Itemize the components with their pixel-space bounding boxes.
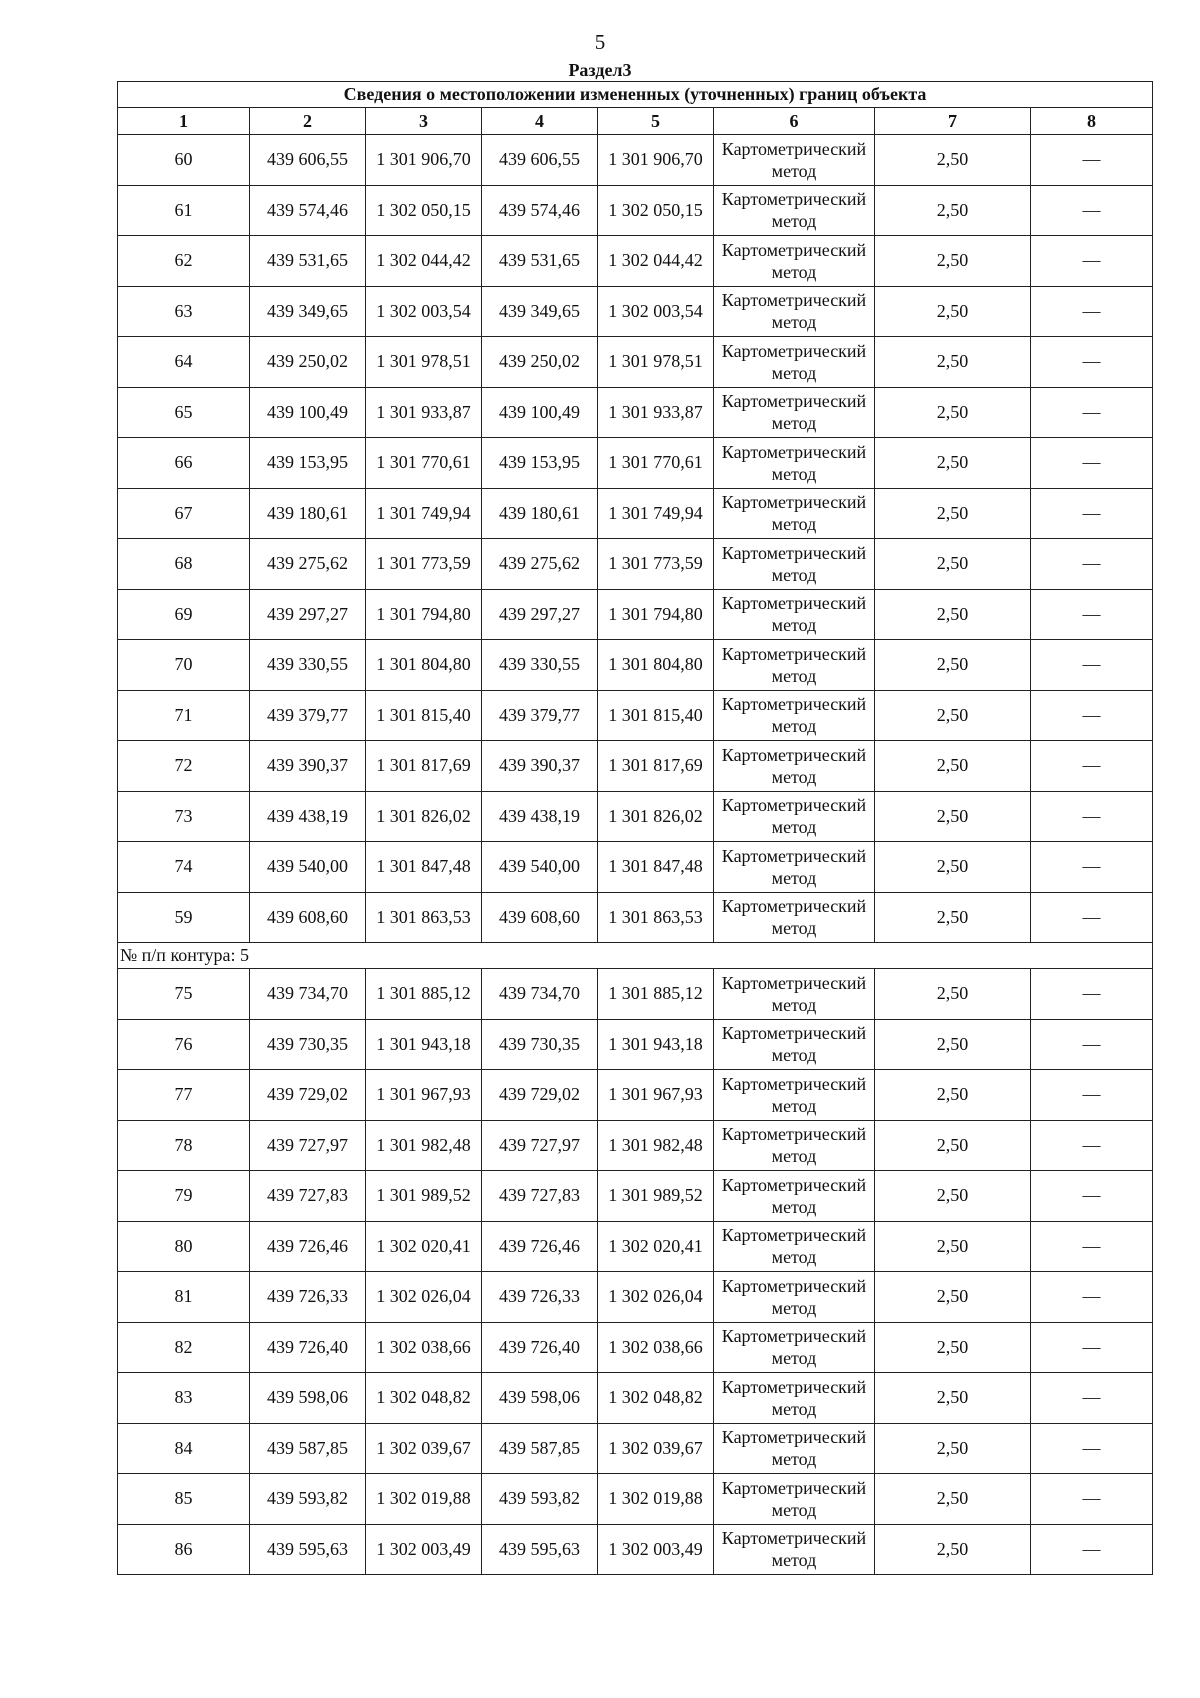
x-old-cell: 439 595,63	[250, 1524, 366, 1575]
contour-label: № п/п контура: 5	[118, 943, 1153, 969]
x-new-cell: 439 729,02	[482, 1070, 598, 1121]
x-old-cell: 439 606,55	[250, 135, 366, 186]
method-cell: Картометрический метод	[714, 1171, 875, 1222]
point-number-cell: 77	[118, 1070, 250, 1121]
method-cell: Картометрический метод	[714, 690, 875, 741]
x-new-cell: 439 438,19	[482, 791, 598, 842]
y-old-cell: 1 301 826,02	[366, 791, 482, 842]
description-cell: —	[1031, 640, 1153, 691]
accuracy-cell: 2,50	[875, 185, 1031, 236]
x-old-cell: 439 531,65	[250, 236, 366, 287]
point-number-cell: 76	[118, 1019, 250, 1070]
method-cell: Картометрический метод	[714, 640, 875, 691]
accuracy-cell: 2,50	[875, 135, 1031, 186]
table-row	[118, 185, 1153, 236]
table-row	[118, 1019, 1153, 1070]
accuracy-cell: 2,50	[875, 438, 1031, 489]
x-new-cell: 439 726,40	[482, 1322, 598, 1373]
method-cell: Картометрический метод	[714, 539, 875, 590]
y-new-cell: 1 301 847,48	[598, 842, 714, 893]
x-old-cell: 439 100,49	[250, 387, 366, 438]
y-new-cell: 1 301 967,93	[598, 1070, 714, 1121]
table-row	[118, 589, 1153, 640]
method-cell: Картометрический метод	[714, 387, 875, 438]
x-old-cell: 439 349,65	[250, 286, 366, 337]
x-new-cell: 439 180,61	[482, 488, 598, 539]
point-number-cell: 61	[118, 185, 250, 236]
y-new-cell: 1 301 770,61	[598, 438, 714, 489]
y-new-cell: 1 302 038,66	[598, 1322, 714, 1373]
point-number-cell: 69	[118, 589, 250, 640]
accuracy-cell: 2,50	[875, 1373, 1031, 1424]
method-cell: Картометрический метод	[714, 135, 875, 186]
x-new-cell: 439 100,49	[482, 387, 598, 438]
accuracy-cell: 2,50	[875, 969, 1031, 1020]
method-cell: Картометрический метод	[714, 337, 875, 388]
x-old-cell: 439 379,77	[250, 690, 366, 741]
description-cell: —	[1031, 1019, 1153, 1070]
x-new-cell: 439 734,70	[482, 969, 598, 1020]
point-number-cell: 75	[118, 969, 250, 1020]
table-row	[118, 1221, 1153, 1272]
y-old-cell: 1 301 804,80	[366, 640, 482, 691]
column-header: 2	[250, 108, 366, 135]
x-old-cell: 439 275,62	[250, 539, 366, 590]
y-new-cell: 1 301 863,53	[598, 892, 714, 943]
method-cell: Картометрический метод	[714, 1423, 875, 1474]
accuracy-cell: 2,50	[875, 1524, 1031, 1575]
x-new-cell: 439 726,33	[482, 1272, 598, 1323]
point-number-cell: 74	[118, 842, 250, 893]
point-number-cell: 59	[118, 892, 250, 943]
accuracy-cell: 2,50	[875, 690, 1031, 741]
accuracy-cell: 2,50	[875, 640, 1031, 691]
table-row	[118, 741, 1153, 792]
table-row	[118, 387, 1153, 438]
point-number-cell: 85	[118, 1474, 250, 1525]
y-old-cell: 1 302 020,41	[366, 1221, 482, 1272]
y-new-cell: 1 301 749,94	[598, 488, 714, 539]
y-new-cell: 1 301 989,52	[598, 1171, 714, 1222]
x-old-cell: 439 330,55	[250, 640, 366, 691]
y-new-cell: 1 301 817,69	[598, 741, 714, 792]
point-number-cell: 78	[118, 1120, 250, 1171]
accuracy-cell: 2,50	[875, 589, 1031, 640]
point-number-cell: 64	[118, 337, 250, 388]
x-new-cell: 439 727,83	[482, 1171, 598, 1222]
description-cell: —	[1031, 1474, 1153, 1525]
x-old-cell: 439 726,33	[250, 1272, 366, 1323]
column-header: 6	[714, 108, 875, 135]
x-new-cell: 439 540,00	[482, 842, 598, 893]
description-cell: —	[1031, 185, 1153, 236]
point-number-cell: 60	[118, 135, 250, 186]
accuracy-cell: 2,50	[875, 1423, 1031, 1474]
method-cell: Картометрический метод	[714, 286, 875, 337]
y-old-cell: 1 302 039,67	[366, 1423, 482, 1474]
method-cell: Картометрический метод	[714, 1524, 875, 1575]
x-old-cell: 439 734,70	[250, 969, 366, 1020]
description-cell: —	[1031, 589, 1153, 640]
point-number-cell: 66	[118, 438, 250, 489]
column-header: 4	[482, 108, 598, 135]
table-row	[118, 969, 1153, 1020]
x-new-cell: 439 153,95	[482, 438, 598, 489]
x-new-cell: 439 606,55	[482, 135, 598, 186]
x-new-cell: 439 593,82	[482, 1474, 598, 1525]
y-old-cell: 1 302 019,88	[366, 1474, 482, 1525]
table-row	[118, 135, 1153, 186]
y-new-cell: 1 302 003,54	[598, 286, 714, 337]
table-row	[118, 1120, 1153, 1171]
description-cell: —	[1031, 286, 1153, 337]
accuracy-cell: 2,50	[875, 387, 1031, 438]
accuracy-cell: 2,50	[875, 1474, 1031, 1525]
y-new-cell: 1 302 050,15	[598, 185, 714, 236]
y-old-cell: 1 301 815,40	[366, 690, 482, 741]
y-new-cell: 1 302 019,88	[598, 1474, 714, 1525]
point-number-cell: 80	[118, 1221, 250, 1272]
method-cell: Картометрический метод	[714, 1019, 875, 1070]
contour-label-row	[118, 943, 1153, 969]
y-old-cell: 1 301 773,59	[366, 539, 482, 590]
y-old-cell: 1 301 933,87	[366, 387, 482, 438]
y-old-cell: 1 302 044,42	[366, 236, 482, 287]
description-cell: —	[1031, 438, 1153, 489]
y-old-cell: 1 301 967,93	[366, 1070, 482, 1121]
table-title: Сведения о местоположении измененных (уточненных) границ объекта	[118, 82, 1153, 108]
x-old-cell: 439 593,82	[250, 1474, 366, 1525]
y-old-cell: 1 301 982,48	[366, 1120, 482, 1171]
x-old-cell: 439 438,19	[250, 791, 366, 842]
table-row	[118, 690, 1153, 741]
x-new-cell: 439 390,37	[482, 741, 598, 792]
x-old-cell: 439 390,37	[250, 741, 366, 792]
description-cell: —	[1031, 1221, 1153, 1272]
table-row	[118, 236, 1153, 287]
column-header: 3	[366, 108, 482, 135]
y-new-cell: 1 301 794,80	[598, 589, 714, 640]
description-cell: —	[1031, 1373, 1153, 1424]
table-row	[118, 842, 1153, 893]
point-number-cell: 84	[118, 1423, 250, 1474]
y-new-cell: 1 301 906,70	[598, 135, 714, 186]
y-old-cell: 1 301 817,69	[366, 741, 482, 792]
x-old-cell: 439 608,60	[250, 892, 366, 943]
y-old-cell: 1 302 026,04	[366, 1272, 482, 1323]
method-cell: Картометрический метод	[714, 842, 875, 893]
description-cell: —	[1031, 1070, 1153, 1121]
point-number-cell: 67	[118, 488, 250, 539]
y-new-cell: 1 302 044,42	[598, 236, 714, 287]
description-cell: —	[1031, 969, 1153, 1020]
point-number-cell: 79	[118, 1171, 250, 1222]
table-row	[118, 791, 1153, 842]
y-old-cell: 1 301 978,51	[366, 337, 482, 388]
column-header: 1	[118, 108, 250, 135]
page-number: 5	[594, 30, 606, 54]
x-old-cell: 439 726,40	[250, 1322, 366, 1373]
description-cell: —	[1031, 337, 1153, 388]
point-number-cell: 73	[118, 791, 250, 842]
accuracy-cell: 2,50	[875, 1019, 1031, 1070]
x-old-cell: 439 180,61	[250, 488, 366, 539]
table-row	[118, 539, 1153, 590]
description-cell: —	[1031, 539, 1153, 590]
x-old-cell: 439 598,06	[250, 1373, 366, 1424]
accuracy-cell: 2,50	[875, 1070, 1031, 1121]
description-cell: —	[1031, 1272, 1153, 1323]
table-row	[118, 488, 1153, 539]
y-old-cell: 1 301 794,80	[366, 589, 482, 640]
accuracy-cell: 2,50	[875, 1322, 1031, 1373]
x-new-cell: 439 349,65	[482, 286, 598, 337]
y-old-cell: 1 302 003,49	[366, 1524, 482, 1575]
description-cell: —	[1031, 488, 1153, 539]
method-cell: Картометрический метод	[714, 892, 875, 943]
x-new-cell: 439 379,77	[482, 690, 598, 741]
y-new-cell: 1 302 003,49	[598, 1524, 714, 1575]
y-new-cell: 1 301 933,87	[598, 387, 714, 438]
table-row	[118, 1272, 1153, 1323]
column-header-row	[118, 108, 1153, 135]
description-cell: —	[1031, 791, 1153, 842]
y-old-cell: 1 301 989,52	[366, 1171, 482, 1222]
y-new-cell: 1 301 982,48	[598, 1120, 714, 1171]
table-row	[118, 1322, 1153, 1373]
accuracy-cell: 2,50	[875, 1171, 1031, 1222]
point-number-cell: 70	[118, 640, 250, 691]
accuracy-cell: 2,50	[875, 741, 1031, 792]
y-old-cell: 1 301 943,18	[366, 1019, 482, 1070]
method-cell: Картометрический метод	[714, 1272, 875, 1323]
x-new-cell: 439 727,97	[482, 1120, 598, 1171]
x-new-cell: 439 726,46	[482, 1221, 598, 1272]
y-old-cell: 1 301 885,12	[366, 969, 482, 1020]
column-header: 5	[598, 108, 714, 135]
column-header: 8	[1031, 108, 1153, 135]
description-cell: —	[1031, 1120, 1153, 1171]
description-cell: —	[1031, 842, 1153, 893]
description-cell: —	[1031, 690, 1153, 741]
accuracy-cell: 2,50	[875, 842, 1031, 893]
y-old-cell: 1 301 863,53	[366, 892, 482, 943]
accuracy-cell: 2,50	[875, 236, 1031, 287]
method-cell: Картометрический метод	[714, 488, 875, 539]
point-number-cell: 63	[118, 286, 250, 337]
accuracy-cell: 2,50	[875, 1120, 1031, 1171]
y-old-cell: 1 301 906,70	[366, 135, 482, 186]
method-cell: Картометрический метод	[714, 969, 875, 1020]
coordinates-table	[117, 81, 1153, 1575]
y-new-cell: 1 302 048,82	[598, 1373, 714, 1424]
x-new-cell: 439 330,55	[482, 640, 598, 691]
table-row	[118, 337, 1153, 388]
x-old-cell: 439 730,35	[250, 1019, 366, 1070]
x-new-cell: 439 531,65	[482, 236, 598, 287]
point-number-cell: 65	[118, 387, 250, 438]
x-old-cell: 439 727,97	[250, 1120, 366, 1171]
table-row	[118, 1070, 1153, 1121]
method-cell: Картометрический метод	[714, 1221, 875, 1272]
description-cell: —	[1031, 1322, 1153, 1373]
description-cell: —	[1031, 387, 1153, 438]
method-cell: Картометрический метод	[714, 589, 875, 640]
method-cell: Картометрический метод	[714, 1120, 875, 1171]
y-old-cell: 1 302 003,54	[366, 286, 482, 337]
accuracy-cell: 2,50	[875, 892, 1031, 943]
table-row	[118, 286, 1153, 337]
accuracy-cell: 2,50	[875, 1272, 1031, 1323]
point-number-cell: 71	[118, 690, 250, 741]
y-new-cell: 1 302 026,04	[598, 1272, 714, 1323]
x-new-cell: 439 574,46	[482, 185, 598, 236]
x-old-cell: 439 726,46	[250, 1221, 366, 1272]
point-number-cell: 81	[118, 1272, 250, 1323]
x-old-cell: 439 250,02	[250, 337, 366, 388]
y-old-cell: 1 301 749,94	[366, 488, 482, 539]
method-cell: Картометрический метод	[714, 791, 875, 842]
method-cell: Картометрический метод	[714, 438, 875, 489]
x-new-cell: 439 730,35	[482, 1019, 598, 1070]
description-cell: —	[1031, 1524, 1153, 1575]
y-new-cell: 1 301 773,59	[598, 539, 714, 590]
table-row	[118, 1373, 1153, 1424]
accuracy-cell: 2,50	[875, 488, 1031, 539]
table-row	[118, 640, 1153, 691]
accuracy-cell: 2,50	[875, 539, 1031, 590]
accuracy-cell: 2,50	[875, 791, 1031, 842]
y-new-cell: 1 301 815,40	[598, 690, 714, 741]
x-old-cell: 439 587,85	[250, 1423, 366, 1474]
table-row	[118, 438, 1153, 489]
table-body	[118, 135, 1153, 1575]
x-new-cell: 439 275,62	[482, 539, 598, 590]
y-new-cell: 1 301 804,80	[598, 640, 714, 691]
y-old-cell: 1 302 048,82	[366, 1373, 482, 1424]
x-new-cell: 439 250,02	[482, 337, 598, 388]
method-cell: Картометрический метод	[714, 1373, 875, 1424]
method-cell: Картометрический метод	[714, 236, 875, 287]
description-cell: —	[1031, 1171, 1153, 1222]
y-old-cell: 1 302 038,66	[366, 1322, 482, 1373]
table-row	[118, 1423, 1153, 1474]
section-title: Раздел3	[568, 60, 632, 80]
accuracy-cell: 2,50	[875, 337, 1031, 388]
point-number-cell: 72	[118, 741, 250, 792]
x-new-cell: 439 608,60	[482, 892, 598, 943]
method-cell: Картометрический метод	[714, 1474, 875, 1525]
point-number-cell: 62	[118, 236, 250, 287]
table-row	[118, 1171, 1153, 1222]
y-new-cell: 1 302 039,67	[598, 1423, 714, 1474]
x-new-cell: 439 587,85	[482, 1423, 598, 1474]
point-number-cell: 82	[118, 1322, 250, 1373]
x-old-cell: 439 540,00	[250, 842, 366, 893]
y-new-cell: 1 301 978,51	[598, 337, 714, 388]
y-old-cell: 1 301 770,61	[366, 438, 482, 489]
point-number-cell: 86	[118, 1524, 250, 1575]
x-old-cell: 439 153,95	[250, 438, 366, 489]
y-new-cell: 1 301 826,02	[598, 791, 714, 842]
description-cell: —	[1031, 236, 1153, 287]
y-old-cell: 1 302 050,15	[366, 185, 482, 236]
y-new-cell: 1 301 943,18	[598, 1019, 714, 1070]
table-row	[118, 892, 1153, 943]
accuracy-cell: 2,50	[875, 1221, 1031, 1272]
x-new-cell: 439 595,63	[482, 1524, 598, 1575]
method-cell: Картометрический метод	[714, 1070, 875, 1121]
description-cell: —	[1031, 892, 1153, 943]
y-old-cell: 1 301 847,48	[366, 842, 482, 893]
y-new-cell: 1 301 885,12	[598, 969, 714, 1020]
x-new-cell: 439 297,27	[482, 589, 598, 640]
y-new-cell: 1 302 020,41	[598, 1221, 714, 1272]
accuracy-cell: 2,50	[875, 286, 1031, 337]
method-cell: Картометрический метод	[714, 185, 875, 236]
method-cell: Картометрический метод	[714, 1322, 875, 1373]
description-cell: —	[1031, 135, 1153, 186]
description-cell: —	[1031, 741, 1153, 792]
method-cell: Картометрический метод	[714, 741, 875, 792]
x-old-cell: 439 574,46	[250, 185, 366, 236]
table-row	[118, 1474, 1153, 1525]
x-old-cell: 439 729,02	[250, 1070, 366, 1121]
description-cell: —	[1031, 1423, 1153, 1474]
x-old-cell: 439 727,83	[250, 1171, 366, 1222]
x-new-cell: 439 598,06	[482, 1373, 598, 1424]
point-number-cell: 83	[118, 1373, 250, 1424]
x-old-cell: 439 297,27	[250, 589, 366, 640]
column-header: 7	[875, 108, 1031, 135]
table-row	[118, 1524, 1153, 1575]
point-number-cell: 68	[118, 539, 250, 590]
